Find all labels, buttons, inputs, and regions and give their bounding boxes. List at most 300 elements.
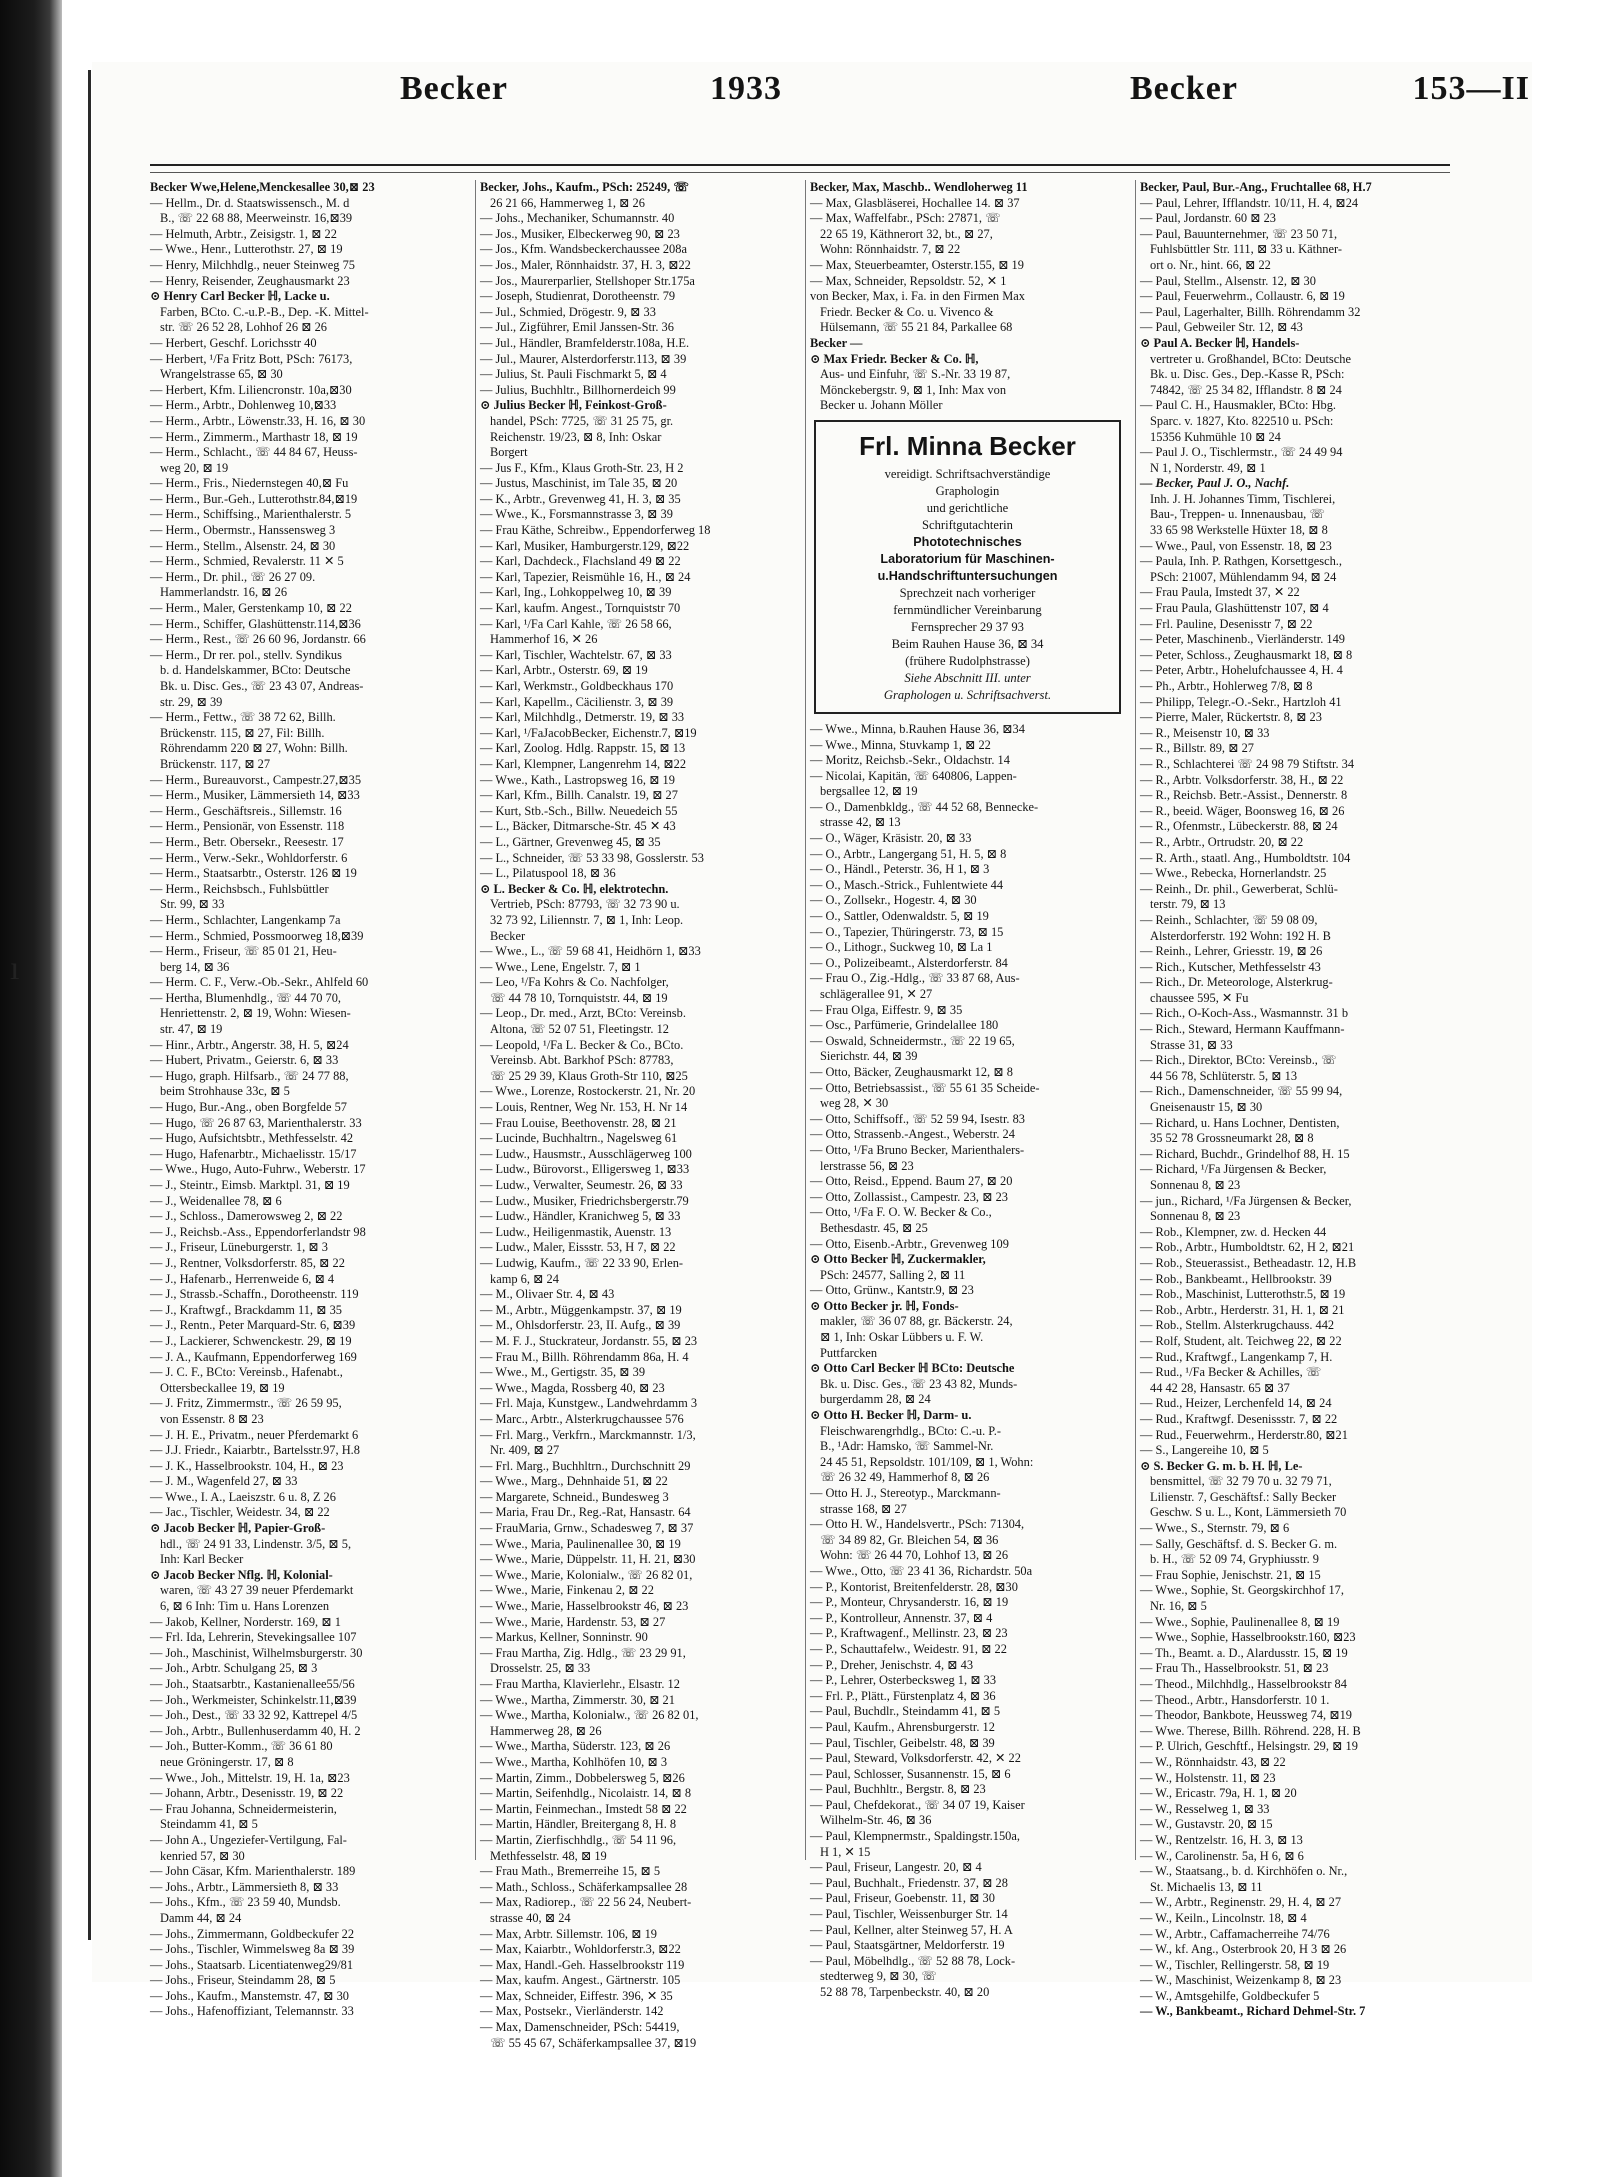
directory-entry: vertreter u. Großhandel, BCto: Deutsche	[1150, 351, 1351, 366]
directory-entry: — Rob., Arbtr., Herderstr. 31, H. 1, ⊠ 21	[1140, 1302, 1345, 1317]
directory-entry: — Frau O., Zig.-Hdlg., ☏ 33 87 68, Aus-	[810, 971, 1020, 986]
directory-entry: Fuhlsbüttler Str. 111, ⊠ 33 u. Käthner-	[1150, 242, 1342, 257]
directory-entry: — Max, Arbtr. Sillemstr. 106, ⊠ 19	[480, 1926, 657, 1941]
directory-entry: — Otto, Bäcker, Zeughausmarkt 12, ⊠ 8	[810, 1064, 1013, 1079]
directory-entry: — K., Arbtr., Grevenweg 41, H. 3, ⊠ 35	[480, 491, 681, 506]
directory-entry: handel, PSch: 7725, ☏ 31 25 75, gr.	[490, 413, 674, 428]
directory-entry: — Julius, Buchhltr., Billhornerdeich 99	[480, 382, 676, 397]
directory-entry: — Johann, Arbtr., Desenisstr. 19, ⊠ 22	[150, 1786, 344, 1801]
directory-entry: — Karl, Tischler, Wachtelstr. 67, ⊠ 33	[480, 647, 672, 662]
directory-entry: N 1, Norderstr. 49, ⊠ 1	[1150, 460, 1266, 475]
directory-entry: — Wwe., Magda, Rossberg 40, ⊠ 23	[480, 1380, 665, 1395]
directory-entry: — Wwe., Paul, von Essenstr. 18, ⊠ 23	[1140, 538, 1332, 553]
directory-entry: Becker Wwe,Helene,Menckesallee 30,⊠ 23	[150, 180, 375, 194]
directory-entry: — Joh., Dest., ☏ 33 32 92, Kattrepel 4/5	[150, 1708, 358, 1723]
directory-entry: Becker, Paul, Bur.-Ang., Fruchtallee 68, H.7	[1140, 180, 1372, 194]
directory-entry: Aus- und Einfuhr, ☏ S.-Nr. 33 19 87,	[820, 367, 1011, 382]
directory-entry: Nr. 16, ⊠ 5	[1150, 1599, 1207, 1614]
directory-entry: — Herm., Bureauvorst., Campestr.27,⊠35	[150, 772, 362, 787]
directory-entry: ☏ 34 89 82, Gr. Bleichen 54, ⊠ 36	[820, 1532, 999, 1547]
directory-entry: — Herm., Dr. phil., ☏ 26 27 09.	[150, 569, 316, 584]
directory-entry: Vereinsb. Abt. Barkhof PSch: 87783,	[490, 1053, 674, 1068]
directory-entry: — Rud., Kraftwgf., Langenkamp 7, H.	[1140, 1349, 1333, 1364]
directory-entry: ⊠ 1, Inh: Oskar Lübbers u. F. W.	[820, 1330, 984, 1345]
directory-entry: — Wwe., Sophie, St. Georgskirchhof 17,	[1140, 1583, 1344, 1598]
directory-entry: — Lucinde, Buchhaltrn., Nagelsweg 61	[480, 1131, 678, 1146]
directory-entry: — Peter, Arbtr., Hohelufchaussee 4, H. 4	[1140, 663, 1343, 678]
directory-entry: Becker	[490, 928, 526, 943]
directory-entry: 52 88 78, Tarpenbeckstr. 40, ⊠ 20	[820, 1985, 990, 1999]
directory-entry: — Paul, Lagerhalter, Billh. Röhrendamm 32	[1140, 304, 1361, 319]
directory-entry: — Wwe., Henr., Lutterothstr. 27, ⊠ 19	[150, 242, 343, 257]
directory-entry: schlägerallee 91, ✕ 27	[820, 987, 933, 1001]
directory-entry: — John Cäsar, Kfm. Marienthalerstr. 189	[150, 1864, 356, 1879]
directory-entry: — Karl, Kapellm., Cäcilienstr. 3, ⊠ 39	[480, 694, 674, 709]
directory-entry: — Henry, Milchhdlg., neuer Steinweg 75	[150, 257, 355, 272]
directory-entry: — Rob., Steuerassist., Betheadastr. 12, H.B	[1140, 1255, 1357, 1270]
directory-entry: — Paul, Stellm., Alsenstr. 12, ⊠ 30	[1140, 273, 1316, 288]
directory-entry: — Herm., Musiker, Lämmersieth 14, ⊠33	[150, 788, 360, 803]
directory-entry: — P., Lehrer, Osterbecksweg 1, ⊠ 33	[810, 1673, 997, 1688]
directory-entry: — Karl, kaufm. Angest., Tornquiststr 70	[480, 601, 681, 616]
directory-entry: — Max, Handl.-Geh. Hasselbrookstr 119	[480, 1957, 685, 1972]
directory-entry: — J., Rentner, Volksdorferstr. 85, ⊠ 22	[150, 1255, 345, 1270]
directory-entry: 74842, ☏ 25 34 82, Ifflandstr. 8 ⊠ 24	[1150, 382, 1342, 397]
directory-entry: — Herm., Bur.-Geh., Lutterothstr.84,⊠19	[150, 491, 358, 506]
ad-line: Schriftgutachterin	[922, 517, 1013, 532]
header-rule	[150, 164, 1450, 166]
directory-entry: — Reinh., Lehrer, Griesstr. 19, ⊠ 26	[1140, 944, 1323, 959]
directory-entry: — W., Arbtr., Caffamacherreihe 74/76	[1140, 1926, 1330, 1941]
directory-entry: — Wwe., Marg., Dehnhaide 51, ⊠ 22	[480, 1474, 668, 1489]
directory-entry: — Martin, Seifenhdlg., Nicolaistr. 14, ⊠ 8	[480, 1786, 692, 1801]
directory-entry: — Herm., Dr rer. pol., stellv. Syndikus	[150, 647, 342, 662]
directory-entry: Wohn: ☏ 26 44 70, Lohhof 13, ⊠ 26	[820, 1548, 1009, 1563]
directory-entry: — W., Gustavstr. 20, ⊠ 15	[1140, 1817, 1273, 1832]
directory-entry: — Herm., Fris., Niedernstegen 40,⊠ Fu	[150, 476, 349, 491]
directory-entry: — Paul, Buchdlr., Steindamm 41, ⊠ 5	[810, 1704, 1001, 1719]
directory-entry: — Paula, Inh. P. Rathgen, Korsettgesch.,	[1140, 554, 1343, 569]
directory-entry: — Max, Schneider, Eiffestr. 396, ✕ 35	[480, 1988, 673, 2003]
directory-entry: — Joh., Staatsarbtr., Kastanienallee55/56	[150, 1677, 355, 1691]
directory-entry: — Herm. C. F., Verw.-Ob.-Sekr., Ahlfeld 60	[150, 975, 369, 990]
directory-entry: — Rich., Dr. Meteorologe, Alsterkrug-	[1140, 975, 1333, 990]
directory-entry: — Paul, Schlosser, Susannenstr. 15, ⊠ 6	[810, 1766, 1011, 1781]
directory-entry: — O., Lithogr., Suckweg 10, ⊠ La 1	[810, 940, 993, 955]
directory-entry: Ottersbeckallee 19, ⊠ 19	[160, 1380, 285, 1395]
directory-entry: — W., Carolinenstr. 5a, H 6, ⊠ 6	[1140, 1848, 1304, 1863]
directory-entry: — Paul, Möbelhdlg., ☏ 52 88 78, Lock-	[810, 1953, 1016, 1968]
directory-entry: 35 52 78 Grossneumarkt 28, ⊠ 8	[1150, 1131, 1314, 1146]
directory-entry: ⊙ S. Becker G. m. b. H. ℍ, Le-	[1140, 1458, 1303, 1473]
directory-entry: — Karl, Ing., Lohkoppelweg 10, ⊠ 39	[480, 585, 672, 600]
directory-entry: — W., Maschinist, Weizenkamp 8, ⊠ 23	[1140, 1973, 1342, 1988]
directory-entry: — P. Ulrich, Geschftf., Helsingstr. 29, ⊠ 19	[1140, 1739, 1358, 1754]
directory-entry: — Joh., Werkmeister, Schinkelstr.11,⊠39	[150, 1692, 357, 1707]
directory-entry: — Herm., Schlachter, Langenkamp 7a	[150, 912, 341, 927]
directory-entry: — O., Händl., Peterstr. 36, H 1, ⊠ 3	[810, 862, 990, 877]
directory-entry: — Hugo, ☏ 26 87 63, Marienthalerstr. 33	[150, 1115, 362, 1130]
directory-entry: stedterweg 9, ⊠ 30, ☏	[820, 1969, 937, 1984]
directory-entry: Sparc. v. 1827, Kto. 822510 u. PSch:	[1150, 413, 1334, 428]
directory-entry: — Wwe., Sophie, Paulinenallee 8, ⊠ 19	[1140, 1614, 1340, 1629]
directory-entry: hdl., ☏ 24 91 33, Lindenstr. 3/5, ⊠ 5,	[160, 1536, 352, 1551]
directory-entry: ⊙ Otto Becker jr. ℍ, Fonds-	[810, 1298, 959, 1313]
directory-entry: — Wwe., Lene, Engelstr. 7, ⊠ 1	[480, 959, 641, 974]
ad-title: Frl. Minna Becker	[859, 430, 1076, 461]
directory-entry: — Osc., Parfümerie, Grindelallee 180	[810, 1018, 999, 1033]
directory-entry: — Herm., Fettw., ☏ 38 72 62, Billh.	[150, 710, 336, 725]
directory-entry: — Herm., Schlacht., ☏ 44 84 67, Heuss-	[150, 445, 358, 460]
directory-entry: — Frl. Pauline, Desenisstr 7, ⊠ 22	[1140, 616, 1313, 631]
directory-entry: — Johs., Friseur, Steindamm 28, ⊠ 5	[150, 1973, 336, 1988]
margin-tick-mark: ı	[10, 950, 20, 987]
directory-entry: — Peter, Maschinenb., Vierländerstr. 149	[1140, 632, 1345, 647]
directory-entry: Mönckebergstr. 9, ⊠ 1, Inh: Max von	[820, 382, 1007, 397]
directory-entry: strasse 168, ⊠ 27	[820, 1501, 907, 1516]
directory-entry: — Wwe., Hugo, Auto-Fuhrw., Weberstr. 17	[150, 1162, 366, 1177]
directory-entry: — R., Arbtr. Volksdorferstr. 38, H., ⊠ 22	[1140, 772, 1344, 787]
directory-entry: — Herm., Arbtr., Dohlenweg 10,⊠33	[150, 398, 337, 413]
directory-entry: — Herm., Staatsarbtr., Osterstr. 126 ⊠ 19	[150, 866, 357, 881]
directory-entry: — Markus, Kellner, Sonninstr. 90	[480, 1630, 648, 1645]
directory-entry: Drosselstr. 25, ⊠ 33	[490, 1661, 591, 1676]
directory-entry: — Ludwig, Kaufm., ☏ 22 33 90, Erlen-	[480, 1255, 684, 1270]
directory-entry: — Herm., Friseur, ☏ 85 01 21, Heu-	[150, 944, 337, 959]
directory-entry: — Theod., Milchhdlg., Hasselbrookstr 84	[1140, 1677, 1347, 1691]
directory-entry: — Richard, u. Hans Lochner, Dentisten,	[1140, 1115, 1340, 1130]
directory-entry: Alsterdorferstr. 192 Wohn: 192 H. B	[1150, 928, 1331, 943]
directory-entry: — Frau Olga, Eiffestr. 9, ⊠ 35	[810, 1002, 963, 1017]
directory-entry: — Hertha, Blumenhdlg., ☏ 44 70 70,	[150, 990, 342, 1005]
directory-entry: — Oswald, Schneidermstr., ☏ 22 19 65,	[810, 1033, 1015, 1048]
directory-entry: Inh. J. H. Johannes Timm, Tischlerei,	[1150, 491, 1336, 506]
ad-line: u.Handschriftuntersuchungen	[877, 568, 1058, 583]
directory-entry: — Rob., Arbtr., Humboldtstr. 62, H 2, ⊠21	[1140, 1240, 1355, 1255]
directory-entry: neue Gröningerstr. 17, ⊠ 8	[160, 1754, 294, 1769]
directory-entry: — Frl. Maja, Kunstgew., Landwehrdamm 3	[480, 1396, 698, 1411]
directory-entry: — Joh., Arbtr. Schulgang 25, ⊠ 3	[150, 1661, 318, 1676]
directory-entry: — Philipp, Telegr.-O.-Sekr., Hartzloh 41	[1140, 694, 1342, 709]
header-rule-thin	[150, 172, 1450, 173]
directory-entry: ☏ 26 32 49, Hammerhof 8, ⊠ 26	[820, 1470, 990, 1485]
directory-entry: — Wwe., Martha, Zimmerstr. 30, ⊠ 21	[480, 1692, 675, 1707]
directory-entry: Becker u. Johann Möller	[820, 398, 943, 413]
directory-entry: — Johs., Tischler, Wimmelsweg 8a ⊠ 39	[150, 1942, 355, 1957]
directory-entry: 26 21 66, Hammerweg 1, ⊠ 26	[490, 195, 645, 210]
column-4	[1140, 180, 1455, 2019]
directory-entry: — Otto, ¹/Fa Bruno Becker, Marienthalers-	[810, 1142, 1025, 1157]
directory-entry: — Herm., Schiffer, Glashüttenstr.114,⊠36	[150, 616, 361, 631]
directory-entry: — Karl, Musiker, Hamburgerstr.129, ⊠22	[480, 538, 690, 553]
directory-entry: — Karl, Werkmstr., Goldbeckhaus 170	[480, 679, 674, 693]
directory-entry: str. 29, ⊠ 39	[160, 694, 223, 709]
directory-entry: — J. K., Hasselbrookstr. 104, H., ⊠ 23	[150, 1458, 344, 1473]
directory-entry: Methfesselstr. 48, ⊠ 19	[490, 1848, 607, 1863]
directory-entry: — Ludw., Bürovorst., Elligersweg 1, ⊠33	[480, 1162, 690, 1177]
directory-entry: — Wwe., Minna, Stuvkamp 1, ⊠ 22	[810, 737, 991, 752]
directory-entry: — J., Weidenallee 78, ⊠ 6	[150, 1193, 282, 1208]
directory-entry: — Johs., Kaufm., Manstemstr. 47, ⊠ 30	[150, 1988, 349, 2003]
directory-entry: Bk. u. Disc. Ges., ☏ 23 43 07, Andreas-	[160, 679, 364, 693]
directory-entry: — O., Masch.-Strick., Fuhlentwiete 44	[810, 877, 1004, 892]
directory-entry: — Frau Louise, Beethovenstr. 28, ⊠ 21	[480, 1115, 677, 1130]
directory-entry: weg 28, ✕ 30	[820, 1096, 889, 1111]
directory-entry: — Leop., Dr. med., Arzt, BCto: Vereinsb.	[480, 1006, 686, 1021]
directory-entry: — Frau Th., Hasselbrookstr. 51, ⊠ 23	[1140, 1661, 1329, 1676]
directory-entry: Geschw. S u. L., Kont, Lämmersieth 70	[1150, 1505, 1347, 1520]
directory-entry: — J., Friseur, Lüneburgerstr. 1, ⊠ 3	[150, 1240, 328, 1255]
directory-entry: — R., beeid. Wäger, Boonsweg 16, ⊠ 26	[1140, 803, 1345, 818]
directory-entry: — P., Monteur, Chrysanderstr. 16, ⊠ 19	[810, 1595, 1009, 1610]
directory-entry: — Max, Schneider, Repsoldstr. 52, ✕ 1	[810, 273, 1007, 288]
directory-entry: — Reinh., Schlachter, ☏ 59 08 09,	[1140, 912, 1318, 927]
directory-entry: — Ludw., Verwalter, Seumestr. 26, ⊠ 33	[480, 1178, 683, 1192]
directory-entry: — Karl, ¹/FaJacobBecker, Eichenstr.7, ⊠19	[480, 725, 697, 740]
directory-entry: Becker —	[810, 335, 863, 350]
directory-entry: — Jakob, Kellner, Norderstr. 169, ⊠ 1	[150, 1614, 341, 1629]
directory-entry: — Wwe., Kath., Lastropsweg 16, ⊠ 19	[480, 772, 675, 787]
directory-entry: — Herm., Rest., ☏ 26 60 96, Jordanstr. 66	[150, 632, 366, 647]
directory-entry: — L., Gärtner, Grevenweg 45, ⊠ 35	[480, 834, 661, 849]
directory-entry: makler, ☏ 36 07 88, gr. Bäckerstr. 24,	[820, 1314, 1013, 1329]
directory-entry: — Johs., Mechaniker, Schumannstr. 40	[480, 211, 675, 226]
directory-entry: — Herm., Geschäftsreis., Sillemstr. 16	[150, 803, 342, 818]
directory-entry: — Ludw., Musiker, Friedrichsbergerstr.79	[480, 1193, 689, 1208]
directory-entry: — Max, Radiorep., ☏ 22 56 24, Neubert-	[480, 1895, 692, 1910]
ad-line: (frühere Rudolphstrasse)	[905, 653, 1030, 668]
directory-entry: Altona, ☏ 52 07 51, Fleetingstr. 12	[490, 1022, 669, 1037]
directory-entry: Gneisenaustr 15, ⊠ 30	[1150, 1100, 1263, 1115]
directory-entry: ☏ 44 78 10, Tornquiststr. 44, ⊠ 19	[490, 990, 668, 1005]
directory-entry: — R., Reichsb. Betr.-Assist., Dennerstr. 8	[1140, 788, 1348, 803]
scan-dark-edge	[0, 0, 62, 2177]
directory-entry: — Theodor, Bankbote, Heussweg 74, ⊠19	[1140, 1708, 1353, 1723]
directory-entry: — R. Arth., staatl. Ang., Humboldtstr. 104	[1140, 850, 1351, 865]
directory-entry: — J., Steintr., Eimsb. Marktpl. 31, ⊠ 19	[150, 1178, 350, 1192]
directory-entry: Hülsemann, ☏ 55 21 84, Parkallee 68	[820, 320, 1013, 335]
directory-entry: — Justus, Maschinist, im Tale 35, ⊠ 20	[480, 476, 678, 491]
directory-entry: — J. A., Kaufmann, Eppendorferweg 169	[150, 1349, 357, 1364]
directory-entry: — Pierre, Maler, Rückertstr. 8, ⊠ 23	[1140, 710, 1322, 725]
directory-entry: — J., Rentn., Peter Marquard-Str. 6, ⊠39	[150, 1318, 356, 1333]
directory-entry: — Paul, Buchhltr., Bergstr. 8, ⊠ 23	[810, 1782, 986, 1797]
directory-entry: — Marc., Arbtr., Alsterkrugchaussee 576	[480, 1411, 684, 1426]
directory-entry: — R., Arbtr., Ortrudstr. 20, ⊠ 22	[1140, 834, 1304, 849]
directory-entry: — Jos., Maler, Rönnhaidstr. 37, H. 3, ⊠22	[480, 257, 691, 272]
directory-entry: — Ludw., Hausmstr., Ausschlägerweg 100	[480, 1146, 692, 1161]
directory-entry: — Paul, Tischler, Weissenburger Str. 14	[810, 1907, 1008, 1922]
directory-entry: PSch: 24577, Salling 2, ⊠ 11	[820, 1267, 966, 1282]
directory-columns	[150, 180, 1470, 2050]
directory-entry: — Jul., Händler, Bramfelderstr.108a, H.E.	[480, 335, 690, 350]
directory-entry: — Rich., Damenschneider, ☏ 55 99 94,	[1140, 1084, 1343, 1099]
directory-entry: von Becker, Max, i. Fa. in den Firmen Max	[810, 289, 1025, 304]
directory-entry: — Herm., Reichsbsch., Fuhlsbüttler	[150, 881, 329, 896]
directory-entry: — Rich., Kutscher, Methfesselstr 43	[1140, 959, 1321, 974]
directory-entry: Puttfarcken	[820, 1345, 878, 1360]
directory-entry: — Rob., Klempner, zw. d. Hecken 44	[1140, 1224, 1327, 1239]
directory-entry: — Rud., Feuerwehrm., Herderstr.80, ⊠21	[1140, 1427, 1348, 1442]
directory-entry: — J. M., Wagenfeld 27, ⊠ 33	[150, 1474, 298, 1489]
directory-entry: — Max, Kaiarbtr., Wohldorferstr.3, ⊠22	[480, 1942, 681, 1957]
directory-entry: — W., Arbtr., Reginenstr. 29, H. 4, ⊠ 27	[1140, 1895, 1342, 1910]
directory-entry: — Rolf, Student, alt. Teichweg 22, ⊠ 22	[1140, 1333, 1342, 1348]
directory-entry: — Max, Waffelfabr., PSch: 27871, ☏	[810, 211, 1001, 226]
directory-entry: — Otto, Betriebsassist., ☏ 55 61 35 Scheide-	[810, 1080, 1040, 1095]
directory-entry: kenried 57, ⊠ 30	[160, 1848, 245, 1863]
directory-entry: 24 45 51, Repsoldstr. 101/109, ⊠ 1, Wohn:	[820, 1454, 1034, 1469]
directory-entry: — Johs., Kfm., ☏ 23 59 40, Mundsb.	[150, 1895, 341, 1910]
directory-entry: — Otto, ¹/Fa F. O. W. Becker & Co.,	[810, 1205, 992, 1220]
directory-entry: Brückenstr. 117, ⊠ 27	[160, 756, 271, 771]
header-page-number: 153—II	[1412, 70, 1530, 107]
directory-entry: — Wwe., Sophie, Hasselbrookstr.160, ⊠23	[1140, 1630, 1356, 1645]
directory-entry: — S., Langereihe 10, ⊠ 5	[1140, 1443, 1269, 1458]
directory-entry: — Paul, Buchhalt., Friedenstr. 37, ⊠ 28	[810, 1875, 1008, 1890]
directory-entry: — Jul., Zigführer, Emil Janssen-Str. 36	[480, 320, 674, 335]
directory-entry: B., ¹Adr: Hamsko, ☏ Sammel-Nr.	[820, 1439, 994, 1454]
directory-entry: ⊙ Otto Carl Becker ℍ BCto: Deutsche	[810, 1361, 1015, 1376]
directory-entry: chaussee 595, ✕ Fu	[1150, 990, 1249, 1005]
directory-entry: lerstrasse 56, ⊠ 23	[820, 1158, 914, 1173]
directory-entry: — Herm., Arbtr., Löwenstr.33, H. 16, ⊠ 30	[150, 413, 366, 428]
directory-entry: — Hugo, Aufsichtsbtr., Methfesselstr. 42	[150, 1131, 354, 1146]
directory-entry: — Karl, ¹/Fa Carl Kahle, ☏ 26 58 66,	[480, 616, 672, 631]
directory-entry: Inh: Karl Becker	[160, 1552, 244, 1567]
directory-entry: b. H., ☏ 52 09 74, Gryphiusstr. 9	[1150, 1552, 1320, 1567]
directory-entry: Röhrendamm 220 ⊠ 27, Wohn: Billh.	[160, 741, 348, 756]
directory-entry: — Jul., Schmied, Drögestr. 9, ⊠ 33	[480, 304, 656, 319]
directory-entry: Hammerhof 16, ✕ 26	[490, 632, 598, 647]
directory-entry: 44 42 28, Hansastr. 65 ⊠ 37	[1150, 1380, 1290, 1395]
directory-entry: — Hellm., Dr. d. Staatswissensch., M. d	[150, 195, 350, 210]
directory-entry: berg 14, ⊠ 36	[160, 959, 230, 974]
directory-entry: — Frau Johanna, Schneidermeisterin,	[150, 1801, 337, 1816]
ad-line: Sprechzeit nach vorheriger	[899, 585, 1036, 600]
directory-entry: — P., Kontorist, Breitenfelderstr. 28, ⊠30	[810, 1579, 1018, 1594]
directory-entry: — Max, Steuerbeamter, Osterstr.155, ⊠ 19	[810, 257, 1024, 272]
directory-entry: — O., Zollsekr., Hogestr. 4, ⊠ 30	[810, 893, 977, 908]
directory-entry: — Wwe., Joh., Mittelstr. 19, H. 1a, ⊠23	[150, 1770, 350, 1785]
directory-entry: — J., Schloss., Damerowsweg 2, ⊠ 22	[150, 1209, 343, 1224]
ad-line: Phototechnisches	[913, 534, 1022, 549]
directory-entry: — Rud., Kraftwgf. Desenissstr. 7, ⊠ 22	[1140, 1411, 1338, 1426]
directory-entry: b. d. Handelskammer, BCto: Deutsche	[160, 663, 351, 678]
directory-entry: — Wwe., Martha, Kohlhöfen 10, ⊠ 3	[480, 1754, 668, 1769]
directory-entry: — J. Fritz, Zimmermstr., ☏ 26 59 95,	[150, 1396, 342, 1411]
directory-entry: — Margarete, Schneid., Bundesweg 3	[480, 1489, 669, 1504]
page-header	[150, 70, 1530, 130]
directory-entry: — Frau Martha, Klavierlehr., Elsastr. 12	[480, 1677, 680, 1691]
directory-entry: Sierichstr. 44, ⊠ 39	[820, 1049, 918, 1064]
directory-entry: waren, ☏ 43 27 39 neuer Pferdemarkt	[160, 1583, 354, 1598]
advertisement-box	[814, 420, 1121, 714]
directory-entry: — O., Damenbkldg., ☏ 44 52 68, Bennecke-	[810, 799, 1039, 814]
directory-entry: — Herm., Obermstr., Hanssensweg 3	[150, 523, 336, 538]
directory-entry: ☏ 55 45 67, Schäferkampsallee 37, ⊠19	[490, 2035, 697, 2050]
directory-entry: — Ph., Arbtr., Hohlerweg 7/8, ⊠ 8	[1140, 679, 1313, 693]
directory-entry: Wilhelm-Str. 46, ⊠ 36	[820, 1813, 932, 1828]
directory-entry: ⊙ Max Friedr. Becker & Co. ℍ,	[810, 351, 979, 366]
directory-entry: — W., Ericastr. 79a, H. 1, ⊠ 20	[1140, 1786, 1297, 1801]
directory-entry: weg 20, ⊠ 19	[160, 460, 229, 475]
directory-entry: Sonnenau 8, ⊠ 23	[1150, 1209, 1241, 1224]
directory-entry: 6, ⊠ 6 Inh: Tim u. Hans Lorenzen	[160, 1599, 330, 1614]
directory-entry: — Frau Math., Bremerreihe 15, ⊠ 5	[480, 1864, 661, 1879]
directory-entry: — Martin, Zierfischhdlg., ☏ 54 11 96,	[480, 1832, 677, 1847]
directory-entry: — Otto, Zollassist., Campestr. 23, ⊠ 23	[810, 1189, 1008, 1204]
directory-entry: B., ☏ 22 68 88, Meerweinstr. 16,⊠39	[160, 211, 353, 226]
directory-entry: — Rob., Stellm. Alsterkrugchauss. 442	[1140, 1318, 1335, 1333]
directory-entry: — Frl. Marg., Verkfrn., Marckmannstr. 1/3,	[480, 1427, 696, 1442]
directory-entry: — Paul, Klempnermstr., Spaldingstr.150a,	[810, 1829, 1020, 1844]
directory-entry: str. ☏ 26 52 28, Lohhof 26 ⊠ 26	[160, 320, 327, 335]
directory-entry: — Wwe., Marie, Düppelstr. 11, H. 21, ⊠30	[480, 1552, 696, 1567]
column-3	[810, 180, 1125, 1999]
ad-line: Beim Rauhen Hause 36, ⊠ 34	[891, 636, 1044, 651]
directory-entry: — W., Amtsgehilfe, Goldbeckufer 5	[1140, 1988, 1320, 2003]
directory-entry: — Rich., O-Koch-Ass., Wasmannstr. 31 b	[1140, 1006, 1349, 1021]
directory-entry: Wohn: Rönnhaidstr. 7, ⊠ 22	[820, 242, 961, 257]
directory-entry: bensmittel, ☏ 32 79 70 u. 32 79 71,	[1150, 1474, 1332, 1489]
directory-entry: strasse 42, ⊠ 13	[820, 815, 901, 830]
directory-entry: — Wwe., Marie, Kolonialw., ☏ 26 82 01,	[480, 1567, 693, 1582]
directory-entry: — Henry, Reisender, Zeughausmarkt 23	[150, 273, 350, 288]
directory-entry: — Maria, Frau Dr., Reg.-Rat, Hansastr. 64	[480, 1505, 691, 1520]
directory-entry: — Herm., Maler, Gerstenkamp 10, ⊠ 22	[150, 601, 352, 616]
directory-entry: — Otto, Strassenb.-Angest., Weberstr. 24	[810, 1127, 1015, 1142]
directory-entry: Bk. u. Disc. Ges., ☏ 23 43 82, Munds-	[820, 1376, 1018, 1391]
directory-entry: — Johs., Arbtr., Lämmersieth 8, ⊠ 33	[150, 1879, 339, 1894]
directory-entry: Farben, BCto. C.-u.P.-B., Dep. -K. Mittel-	[160, 304, 369, 319]
directory-entry: — Karl, Zoolog. Hdlg. Rappstr. 15, ⊠ 13	[480, 741, 686, 756]
directory-entry: — Hinr., Arbtr., Angerstr. 38, H. 5, ⊠24	[150, 1037, 349, 1052]
directory-entry: — Otto, Grünw., Kantstr.9, ⊠ 23	[810, 1283, 974, 1298]
directory-entry: Becker, Johs., Kaufm., PSch: 25249, ☏	[480, 180, 689, 194]
directory-entry: ⊙ Otto Becker ℍ, Zuckermakler,	[810, 1252, 986, 1267]
directory-entry: — Wwe., Marie, Finkenau 2, ⊠ 22	[480, 1583, 654, 1598]
directory-entry: burgerdamm 28, ⊠ 24	[820, 1392, 931, 1407]
directory-entry: strasse 40, ⊠ 24	[490, 1910, 571, 1925]
directory-entry: — Karl, Tapezier, Reismühle 16, H., ⊠ 24	[480, 569, 691, 584]
directory-entry: ☏ 25 29 39, Klaus Groth-Str 110, ⊠25	[490, 1068, 688, 1083]
directory-entry: Becker, Max, Maschb.. Wendloherweg 11	[810, 180, 1028, 194]
directory-entry: Nr. 409, ⊠ 27	[490, 1443, 560, 1458]
ad-line: Graphologen u. Schriftsachverst.	[883, 687, 1052, 702]
directory-entry: — W., Staatsang., b. d. Kirchhöfen o. Nr.,	[1140, 1864, 1348, 1879]
directory-entry: — Paul J. O., Tischlermstr., ☏ 24 49 94	[1140, 445, 1343, 460]
directory-entry: ⊙ Paul A. Becker ℍ, Handels-	[1140, 335, 1300, 350]
directory-entry: — Jul., Maurer, Alsterdorferstr.113, ⊠ 39	[480, 351, 687, 366]
directory-entry: — Paul, Kaufm., Ahrensburgerstr. 12	[810, 1719, 995, 1734]
directory-entry: — W., Keiln., Lincolnstr. 18, ⊠ 4	[1140, 1910, 1307, 1925]
directory-entry: Hammerlandstr. 16, ⊠ 26	[160, 585, 288, 600]
directory-entry: — Herm., Schmied, Possmoorweg 18,⊠39	[150, 928, 364, 943]
directory-entry: — Otto, Reisd., Eppend. Baum 27, ⊠ 20	[810, 1174, 1013, 1189]
directory-entry: — Nicolai, Kapitän, ☏ 640806, Lappen-	[810, 768, 1017, 783]
ad-line: Siehe Abschnitt III. unter	[904, 670, 1031, 685]
directory-entry: — Paul, Feuerwehrm., Collaustr. 6, ⊠ 19	[1140, 289, 1345, 304]
directory-entry: — Paul, Kellner, alter Steinweg 57, H. A	[810, 1922, 1013, 1937]
directory-entry: — Paul, Bauunternehmer, ☏ 23 50 71,	[1140, 226, 1338, 241]
directory-entry: Vertrieb, PSch: 87793, ☏ 32 73 90 u.	[490, 897, 680, 912]
directory-entry: — Wwe., K., Forsmannstrasse 3, ⊠ 39	[480, 507, 673, 522]
directory-entry: — Paul, Lehrer, Ifflandstr. 10/11, H. 4, ⊠24	[1140, 195, 1359, 210]
directory-entry: — Martin, Händler, Breitergang 8, H. 8	[480, 1817, 677, 1832]
directory-entry: — Martin, Zimm., Dobbelersweg 5, ⊠26	[480, 1770, 685, 1785]
directory-entry: — O., Wäger, Kräsistr. 20, ⊠ 33	[810, 831, 972, 846]
